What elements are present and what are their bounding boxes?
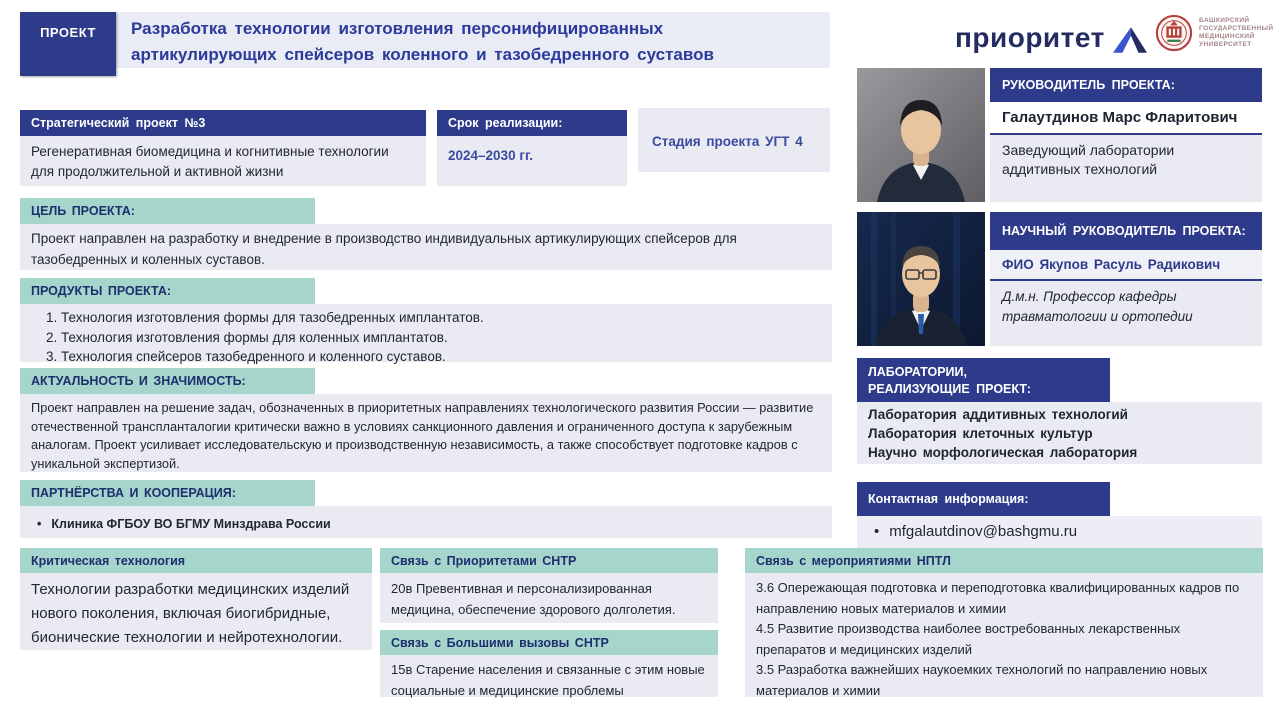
term-value: 2024–2030 гг. [437,136,627,186]
university-name-line: БАШКИРСКИЙ [1199,17,1250,24]
leader-portrait-image [857,68,985,202]
university-emblem-icon [1155,14,1193,52]
nptl-line: 3.5 Разработка важнейших наукоемких технологий по направлению новых материалов и химии [756,662,1208,698]
lab-item: Научно морфологическая лаборатория [868,445,1138,460]
product-item: 1. Технология изготовления формы для тазобедренных имплантатов. [61,309,821,328]
contacts-header: Контактная информация: [857,482,1110,516]
sci-leader-photo [857,212,985,346]
leader-photo [857,68,985,202]
relevance-body: Проект направлен на решение задач, обозначенных в приоритетных направлениях технологического развития России — развитие отечественной транспланталогии критически важно в условиях санкционного давления и ограниченного доступа к зарубежным аналогам. Проект усиливает исследовательскую и производственную независимость, а также способствует подготовке кадров с уникальной экспертизой. [20,394,832,472]
strategic-project-header: Стратегический проект №3 [20,110,426,136]
sci-leader-panel [990,212,1262,346]
lab-item: Лаборатория аддитивных технологий [868,407,1128,422]
priority-logo-text: приоритет [955,22,1105,53]
lab-item: Лаборатория клеточных культур [868,426,1093,441]
university-name-line: МЕДИЦИНСКИЙ [1199,33,1255,40]
priority-arrow-icon [1113,27,1147,54]
products-list [61,309,821,367]
nptl-line: 3.6 Опережающая подготовка и переподготовка квалифицированных кадров по направлению новых материалов и химии [756,580,1240,616]
product-item: 3. Технология спейсеров тазобедренного и коленного суставов. [61,348,821,367]
leader-header: РУКОВОДИТЕЛЬ ПРОЕКТА: [990,68,1262,102]
sci-leader-position: Д.м.н. Профессор кафедры травматологии и ортопедии [990,281,1262,346]
stage-badge: Стадия проекта УГТ 4 [638,108,830,172]
sci-leader-portrait-image [857,212,985,346]
labs-header-line1: ЛАБОРАТОРИИ, [868,365,967,379]
labs-header [857,358,1110,402]
university-name-line: УНИВЕРСИТЕТ [1199,41,1252,48]
term-header: Срок реализации: [437,110,627,136]
sci-leader-header: НАУЧНЫЙ РУКОВОДИТЕЛЬ ПРОЕКТА: [990,212,1262,250]
page-title [131,16,821,68]
university-name [1199,17,1273,49]
nptl-body [745,573,1263,697]
page-title-line1: Разработка технологии изготовления персонифицированных [131,19,664,38]
leader-name: Галаутдинов Марс Фларитович [990,102,1262,135]
sci-leader-name: ФИО Якупов Расуль Радикович [990,250,1262,281]
nptl-line: 4.5 Развитие производства наиболее востребованных лекарственных препаратов и медицинских изделий [756,621,1181,657]
leader-position: Заведующий лаборатории аддитивных технологий [990,135,1262,202]
university-name-line: ГОСУДАРСТВЕННЫЙ [1199,25,1274,32]
partnership-body [20,506,832,538]
university-logo [1155,14,1273,52]
contacts-body [857,516,1262,548]
products-body [20,304,832,362]
labs-header-line2: РЕАЛИЗУЮЩИЕ ПРОЕКТ: [868,382,1031,396]
products-header: ПРОДУКТЫ ПРОЕКТА: [20,278,315,304]
page-title-line2: артикулирующих спейсеров коленного и тазобедренного суставов [131,45,714,64]
sntr-challenges-body: 15в Старение населения и связанные с этим новые социальные и медицинские проблемы [380,655,718,697]
leader-panel [990,68,1262,202]
critical-tech-body: Технологии разработки медицинских изделий нового поколения, включая биогибридные, бионические технологии и нейротехнологии. [20,573,372,650]
priority-logo [955,22,1147,54]
relevance-header: АКТУАЛЬНОСТЬ И ЗНАЧИМОСТЬ: [20,368,315,394]
partnership-header: ПАРТНЁРСТВА И КООПЕРАЦИЯ: [20,480,315,506]
partnership-item: • Клиника ФГБОУ ВО БГМУ Минздрава России [31,517,331,531]
goal-header: ЦЕЛЬ ПРОЕКТА: [20,198,315,224]
product-item: 2. Технология изготовления формы для коленных имплантатов. [61,329,821,348]
sntr-priorities-body: 20в Превентивная и персонализированная медицина, обеспечение здорового долголетия. [380,573,718,623]
critical-tech-header: Критическая технология [20,548,372,573]
goal-body: Проект направлен на разработку и внедрение в производство индивидуальных артикулирующих спейсеров для тазобедренных и коленных суставов. [20,224,832,270]
sntr-challenges-header: Связь с Большими вызовы СНТР [380,630,718,655]
labs-body [857,402,1262,464]
project-tag-badge: ПРОЕКТ [20,12,116,76]
nptl-header: Связь с мероприятиями НПТЛ [745,548,1263,573]
contact-email: • mfgalautdinov@bashgmu.ru [868,523,1077,540]
sntr-priorities-header: Связь с Приоритетами СНТР [380,548,718,573]
strategic-project-body: Регенеративная биомедицина и когнитивные технологии для продолжительной и активной жизни [20,136,426,186]
